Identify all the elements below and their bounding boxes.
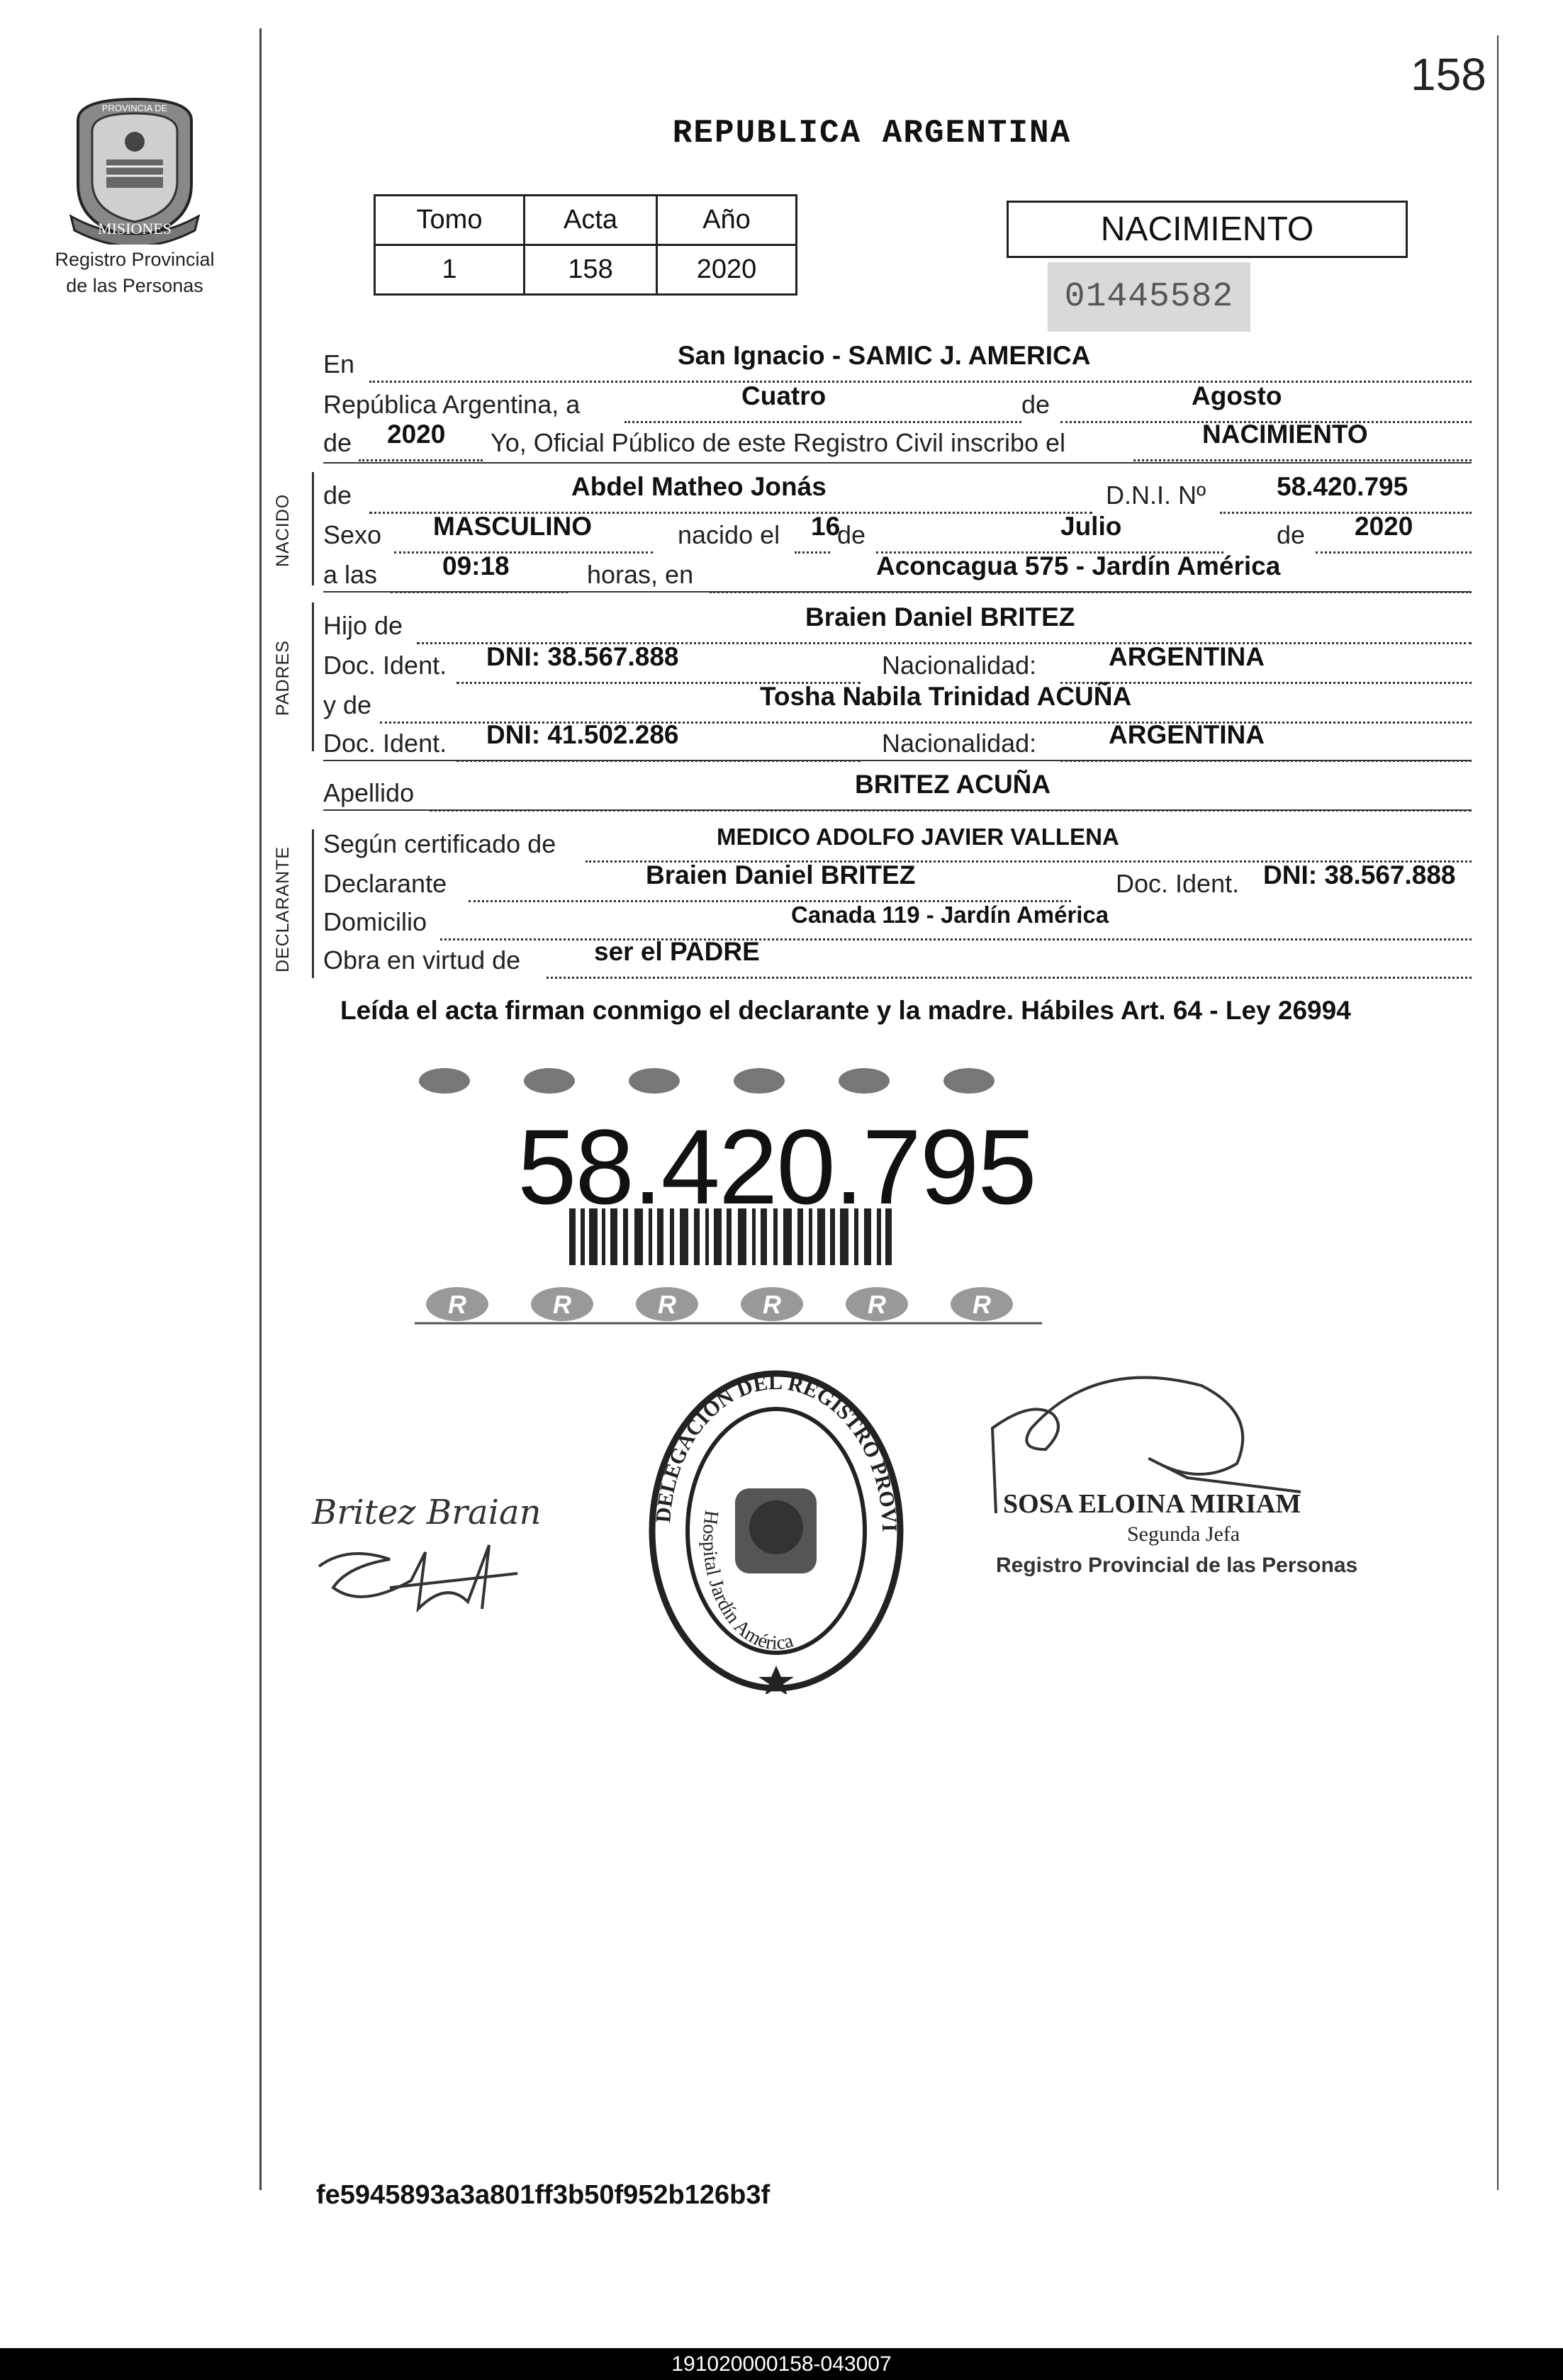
svg-text:R: R [448, 1290, 466, 1319]
certificate-issuer: MEDICO ADOLFO JAVIER VALLENA [717, 824, 1119, 850]
left-margin-line [259, 28, 262, 2190]
svg-text:Britez Braian: Britez Braian [312, 1493, 542, 1532]
child-name: Abdel Matheo Jonás [571, 472, 827, 501]
obra-value: ser el PADRE [594, 937, 760, 966]
official-office: Registro Provincial de las Personas [996, 1554, 1358, 1577]
handwritten-signature-icon [305, 1481, 603, 1637]
page-number: 158 [1411, 49, 1486, 100]
row-declarante: Declarante Braien Daniel BRITEZ Doc. Ident. DNI: 38.567.888 [323, 869, 1472, 907]
legal-note: Leída el acta firman conmigo el declarante y la madre. Hábiles Art. 64 - Ley 26994 [340, 996, 1351, 1025]
row-name: de Abdel Matheo Jonás D.N.I. Nº 58.420.795 [323, 481, 1472, 519]
footer-code: 191020000158-043007 [0, 2348, 1563, 2380]
serial-number: 01445582 [1048, 262, 1250, 332]
svg-text:R: R [763, 1290, 781, 1319]
inscribo-value: NACIMIENTO [1202, 420, 1368, 449]
mother-doc: DNI: 41.502.286 [486, 720, 679, 749]
table-value-ano: 2020 [657, 245, 797, 295]
birth-hour: 09:18 [442, 551, 510, 580]
table-value-tomo: 1 [375, 245, 525, 295]
mother-name: Tosha Nabila Trinidad ACUÑA [760, 682, 1132, 711]
row-father: Hijo de Braien Daniel BRITEZ [323, 611, 1472, 649]
row-certificado: Según certificado de MEDICO ADOLFO JAVIER VALLENA [323, 829, 1472, 868]
domicilio-value: Canada 119 - Jardín América [791, 902, 1109, 928]
row-date: República Argentina, a Cuatro de Agosto [323, 390, 1472, 428]
birth-place: Aconcagua 575 - Jardín América [876, 551, 1281, 580]
logo-caption-line2: de las Personas [66, 275, 203, 296]
document-hash: fe5945893a3a801ff3b50f952b126b3f [316, 2180, 771, 2210]
year-value: 2020 [387, 420, 446, 449]
logo-caption-line1: Registro Provincial [55, 249, 215, 270]
registry-logo [43, 92, 227, 297]
row-father-doc: Doc. Ident. DNI: 38.567.888 Nacionalidad: ARGENTINA [323, 651, 1472, 689]
row-hour: a las 09:18 horas, en Aconcagua 575 - Jardín América [323, 560, 1472, 598]
father-nationality: ARGENTINA [1109, 642, 1265, 671]
province-emblem-icon [64, 92, 206, 245]
child-dni: 58.420.795 [1277, 472, 1408, 501]
table-header-tomo: Tomo [375, 196, 525, 245]
side-label-nacido: NACIDO [273, 493, 293, 567]
table-header-ano: Año [657, 196, 797, 245]
dni-sticker-number: 58.420.795 [517, 1107, 1036, 1226]
birth-day: 16 [811, 512, 841, 541]
row-en: En San Ignacio - SAMIC J. AMERICA [323, 349, 1472, 388]
apellido-value: BRITEZ ACUÑA [855, 770, 1051, 799]
row-year: de 2020 Yo, Oficial Público de este Registro Civil inscribo el NACIMIENTO [323, 428, 1472, 466]
mother-nationality: ARGENTINA [1109, 720, 1265, 749]
table-value-acta: 158 [525, 245, 657, 295]
right-margin-line [1497, 35, 1498, 2190]
svg-text:R: R [658, 1290, 676, 1319]
declarante-doc: DNI: 38.567.888 [1263, 860, 1456, 889]
record-type-box: NACIMIENTO [1007, 201, 1408, 258]
row-mother-doc: Doc. Ident. DNI: 41.502.286 Nacionalidad: ARGENTINA [323, 729, 1472, 767]
svg-text:Hospital Jardín América: Hospital Jardín América [698, 1509, 796, 1655]
row-apellido: Apellido BRITEZ ACUÑA [323, 778, 1472, 816]
svg-text:PROVINCIA DE: PROVINCIA DE [101, 103, 168, 113]
row-obra: Obra en virtud de ser el PADRE [323, 945, 1472, 984]
svg-text:R: R [973, 1290, 991, 1319]
document-title: REPUBLICA ARGENTINA [672, 115, 1072, 152]
birth-year: 2020 [1355, 512, 1413, 541]
side-label-declarante: DECLARANTE [273, 846, 293, 972]
row-sexo: Sexo MASCULINO nacido el 16 de Julio de 2020 [323, 520, 1472, 558]
svg-text:DELEGACION DEL REGISTRO PROVIN: DELEGACION DEL REGISTRO PROVI [651, 1370, 902, 1532]
month-value: Agosto [1192, 381, 1282, 410]
stamp-seal-icon [642, 1368, 911, 1694]
father-doc: DNI: 38.567.888 [486, 642, 679, 671]
record-table [374, 194, 797, 296]
official-name: SOSA ELOINA MIRIAM [1003, 1489, 1301, 1519]
side-label-padres: PADRES [273, 640, 293, 716]
declarante-name: Braien Daniel BRITEZ [646, 860, 916, 889]
row-domicilio: Domicilio Canada 119 - Jardín América [323, 907, 1472, 945]
svg-text:R: R [868, 1290, 886, 1319]
svg-text:R: R [553, 1290, 571, 1319]
birth-month: Julio [1060, 512, 1122, 541]
day-value: Cuatro [741, 381, 827, 410]
official-position: Segunda Jefa [1127, 1522, 1240, 1546]
svg-text:MISIONES: MISIONES [98, 220, 172, 237]
declarante-signature [305, 1481, 603, 1637]
registry-stamp [642, 1368, 911, 1694]
place-of-record: San Ignacio - SAMIC J. AMERICA [678, 341, 1091, 370]
table-header-acta: Acta [525, 196, 657, 245]
sexo-value: MASCULINO [433, 512, 593, 541]
row-mother: y de Tosha Nabila Trinidad ACUÑA [323, 690, 1472, 729]
father-name: Braien Daniel BRITEZ [805, 602, 1075, 632]
